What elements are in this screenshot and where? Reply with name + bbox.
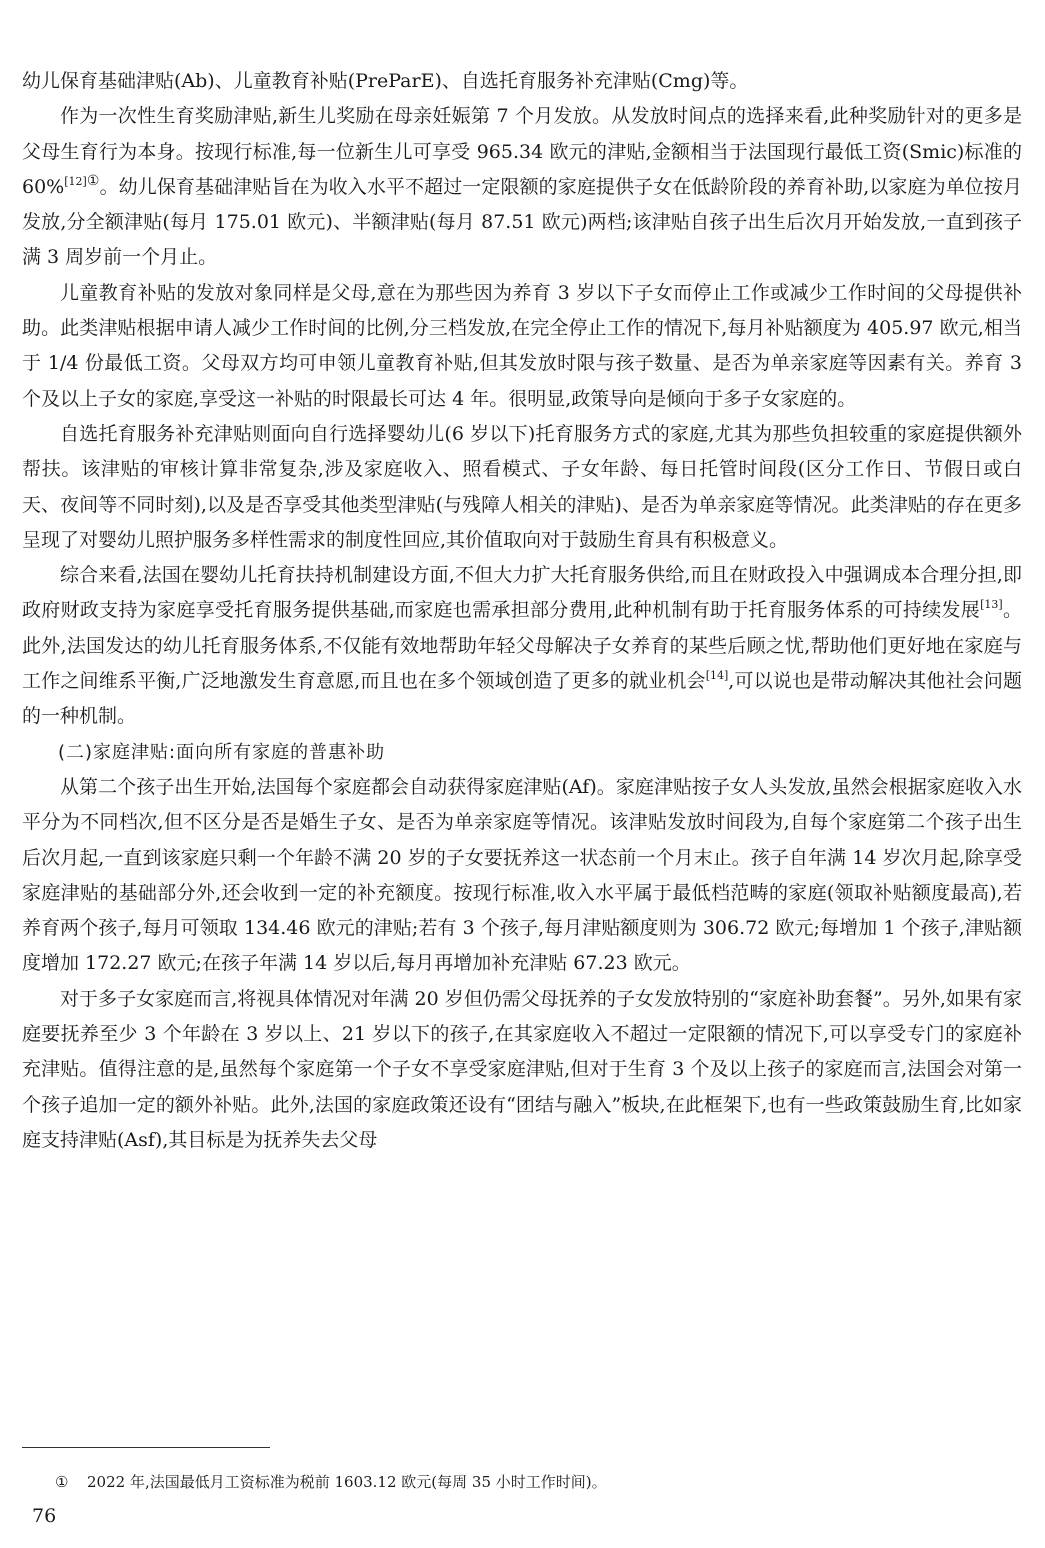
footnote (55, 1472, 607, 1492)
footnote-marker[interactable]: ① (86, 172, 100, 189)
paragraph-multi-child: 对于多子女家庭而言,将视具体情况对年满 20 岁但仍需父母抚养的子女发放特别的“家庭补助套餐”。另外,如果有家庭要抚养至少 3 个年龄在 3 岁以上、21 岁以下的孩子,在其家庭收入不超过一定限额的情况下,可以享受专门的家庭补充津贴。值得注意的是,虽然每个家庭第一个子女不享受家庭津贴,但对于生育 3 个及以上孩子的家庭而言,法国会对第一个孩子追加一定的额外补贴。此外,法国的家庭政策还设有“团结与融入”板块,在此框架下,也有一些政策鼓励生育,比如家庭支持津贴(Asf),其目标是为抚养失去父母 (22, 987, 1022, 1151)
paragraph-child-education: 儿童教育补贴的发放对象同样是父母,意在为那些因为养育 3 岁以下子女而停止工作或减少工作时间的父母提供补助。此类津贴根据申请人减少工作时间的比例,分三档发放,在完全停止工作的情况下,每月补贴额度为 405.97 欧元,相当于 1/4 份最低工资。父母双方均可申领儿童教育补贴,但其发放时限与孩子数量、是否为单亲家庭等因素有关。养育 3 个及以上子女的家庭,享受这一补贴的时限最长可达 4 年。很明显,政策导向是倾向于多子女家庭的。 (22, 281, 1022, 410)
section-heading: (二)家庭津贴:面向所有家庭的普惠补助 (58, 741, 386, 763)
paragraph-childcare-supplement: 自选托育服务补充津贴则面向自行选择婴幼儿(6 岁以下)托育服务方式的家庭,尤其为那些负担较重的家庭提供额外帮扶。该津贴的审核计算非常复杂,涉及家庭收入、照看模式、子女年龄、每日托管时间段(区分工作日、节假日或白天、夜间等不同时刻),以及是否享受其他类型津贴(与残障人相关的津贴)、是否为单亲家庭等情况。此类津贴的存在更多呈现了对婴幼儿照护服务多样性需求的制度性回应,其价值取向对于鼓励生育具有积极意义。 (22, 422, 1022, 551)
citation-ref[interactable]: [14] (705, 669, 729, 683)
footnote-number: ① (55, 1473, 69, 1491)
footnote-divider (22, 1447, 270, 1448)
paragraph-newborn-bonus: 作为一次性生育奖励津贴,新生儿奖励在母亲妊娠第 7 个月发放。从发放时间点的选择来看,此种奖励针对的更多是父母生育行为本身。按现行标准,每一位新生儿可享受 965.34 欧元的津贴,金额相当于法国现行最低工资(Smic)标准的 60%$^{[12]①}$。幼儿保育基础津贴旨在为收入水平不超过一定限额的家庭提供子女在低龄阶段的养育补助,以家庭为单位按月发放,分全额津贴(每月 175.01 欧元)、半额津贴(每月 87.51 欧元)两档;该津贴自孩子出生后次月开始发放,一直到孩子满 3 周岁前一个月止。 (22, 105, 1022, 269)
body-text (22, 64, 1022, 1158)
citation-ref[interactable]: [13] (980, 598, 1003, 612)
paragraph-family-allowance: 从第二个孩子出生开始,法国每个家庭都会自动获得家庭津贴(Af)。家庭津贴按子女人头发放,虽然会根据家庭收入水平分为不同档次,但不区分是否是婚生子女、是否为单亲家庭等情况。该津贴发放时间段为,自每个家庭第二个孩子出生后次月起,一直到该家庭只剩一个年龄不满 20 岁的子女要抚养这一状态前一个月末止。孩子自年满 14 岁次月起,除享受家庭津贴的基础部分外,还会收到一定的补充额度。按现行标准,收入水平属于最低档范畴的家庭(领取补贴额度最高),若养育两个孩子,每月可领取 134.46 欧元的津贴;若有 3 个孩子,每月津贴额度则为 306.72 欧元;每增加 1 个孩子,津贴额度增加 172.27 欧元;在孩子年满 14 岁以后,每月再增加补充津贴 67.23 欧元。 (22, 775, 1022, 975)
footnote-text: 2022 年,法国最低月工资标准为税前 1603.12 欧元(每周 35 小时工作时间)。 (87, 1473, 607, 1491)
page-number: 76 (32, 1505, 57, 1527)
paragraph-continuation: 幼儿保育基础津贴(Ab)、儿童教育补贴(PreParE)、自选托育服务补充津贴(Cmg)等。 (22, 70, 749, 92)
paragraph-summary: 综合来看,法国在婴幼儿托育扶持机制建设方面,不但大力扩大托育服务供给,而且在财政投入中强调成本合理分担,即政府财政支持为家庭享受托育服务提供基础,而家庭也需承担部分费用,此种机制有助于托育服务体系的可持续发展[13]。此外,法国发达的幼儿托育服务体系,不仅能有效地帮助年轻父母解决子女养育的某些后顾之忧,帮助他们更好地在家庭与工作之间维系平衡,广泛地激发生育意愿,而且也在多个领域创造了更多的就业机会[14],可以说也是带动解决其他社会问题的一种机制。 (22, 564, 1022, 728)
citation-ref[interactable]: [12] (64, 174, 87, 188)
